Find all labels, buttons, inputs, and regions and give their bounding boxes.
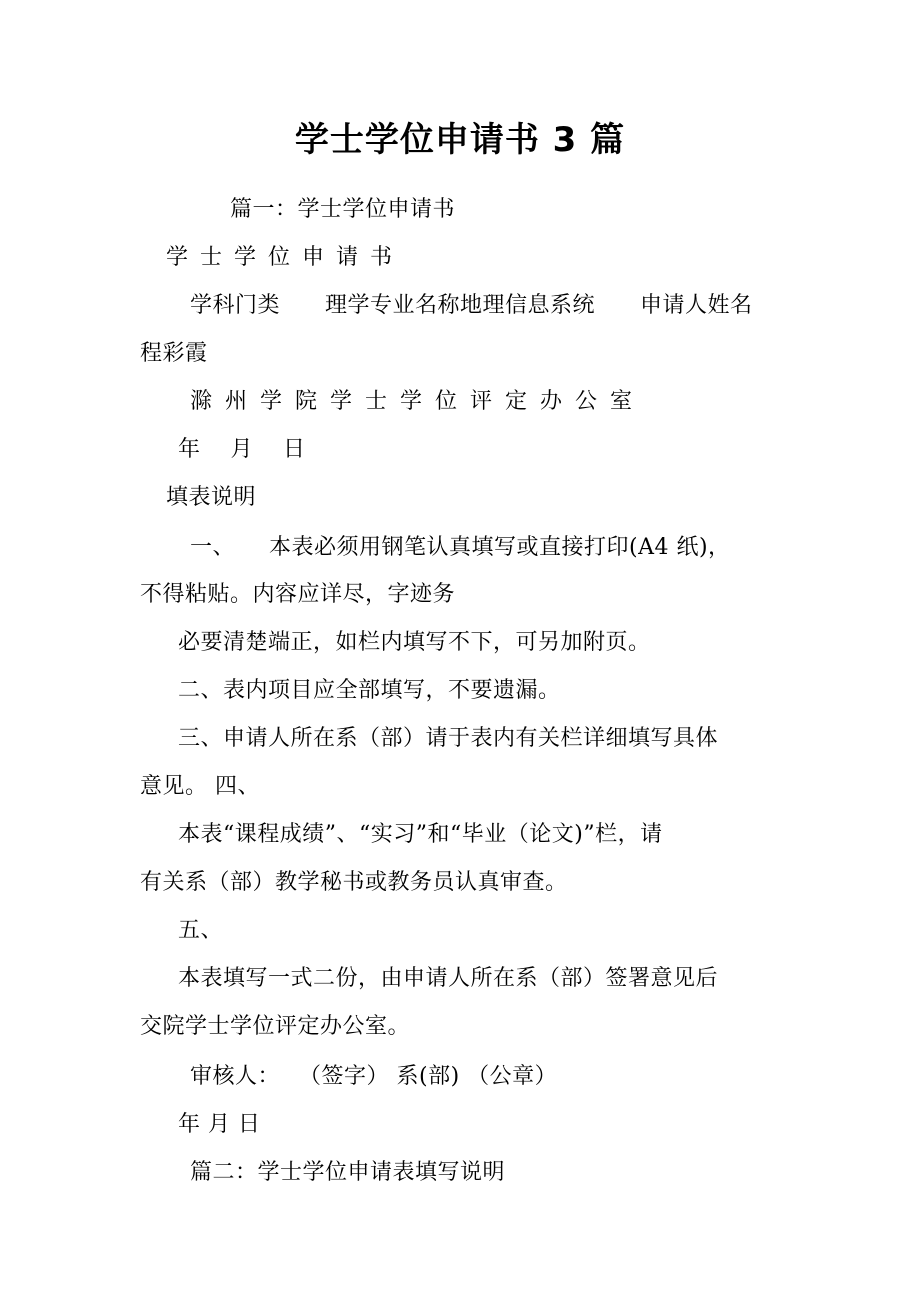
applicant-name: 程彩霞	[140, 341, 208, 366]
instruction-paragraph: 意见。 四、	[140, 774, 260, 799]
instruction-paragraph: 一、 本表必须用钢笔认真填写或直接打印(A4 纸)，	[190, 535, 731, 560]
instruction-paragraph: 有关系（部）教学秘书或教务员认真审查。	[140, 870, 568, 895]
signature-date-line: 年 月 日	[178, 1112, 261, 1137]
instruction-paragraph: 三、申请人所在系（部）请于表内有关栏详细填写具体	[178, 726, 719, 751]
instruction-paragraph: 本表填写一式二份，由申请人所在系（部）签署意见后	[178, 966, 719, 991]
instruction-paragraph: 不得粘贴。内容应详尽，字迹务	[140, 582, 456, 607]
issuing-office: 滁州学院学士学位评定办公室	[190, 389, 646, 414]
date-line: 年 月 日	[178, 437, 306, 462]
section-heading-part-two: 篇二：学士学位申请表填写说明	[190, 1160, 506, 1185]
document-title: 学士学位申请书 3 篇	[294, 120, 626, 160]
form-title: 学士学位申请书	[166, 245, 405, 270]
reviewer-signature-line: 审核人： （签字） 系(部) （公章）	[190, 1064, 558, 1089]
instruction-paragraph: 必要清楚端正，如栏内填写不下，可另加附页。	[178, 630, 651, 655]
instruction-paragraph: 交院学士学位评定办公室。	[140, 1014, 411, 1039]
applicant-info-line: 学科门类 理学专业名称地理信息系统 申请人姓名	[190, 293, 753, 318]
section-heading-part-one: 篇一：学士学位申请书	[230, 197, 456, 222]
instruction-paragraph: 二、表内项目应全部填写，不要遗漏。	[178, 678, 561, 703]
instruction-paragraph: 五、	[178, 918, 224, 943]
instructions-heading: 填表说明	[166, 485, 257, 510]
instruction-paragraph: 本表“课程成绩”、“实习”和“毕业（论文)”栏，请	[178, 822, 663, 847]
